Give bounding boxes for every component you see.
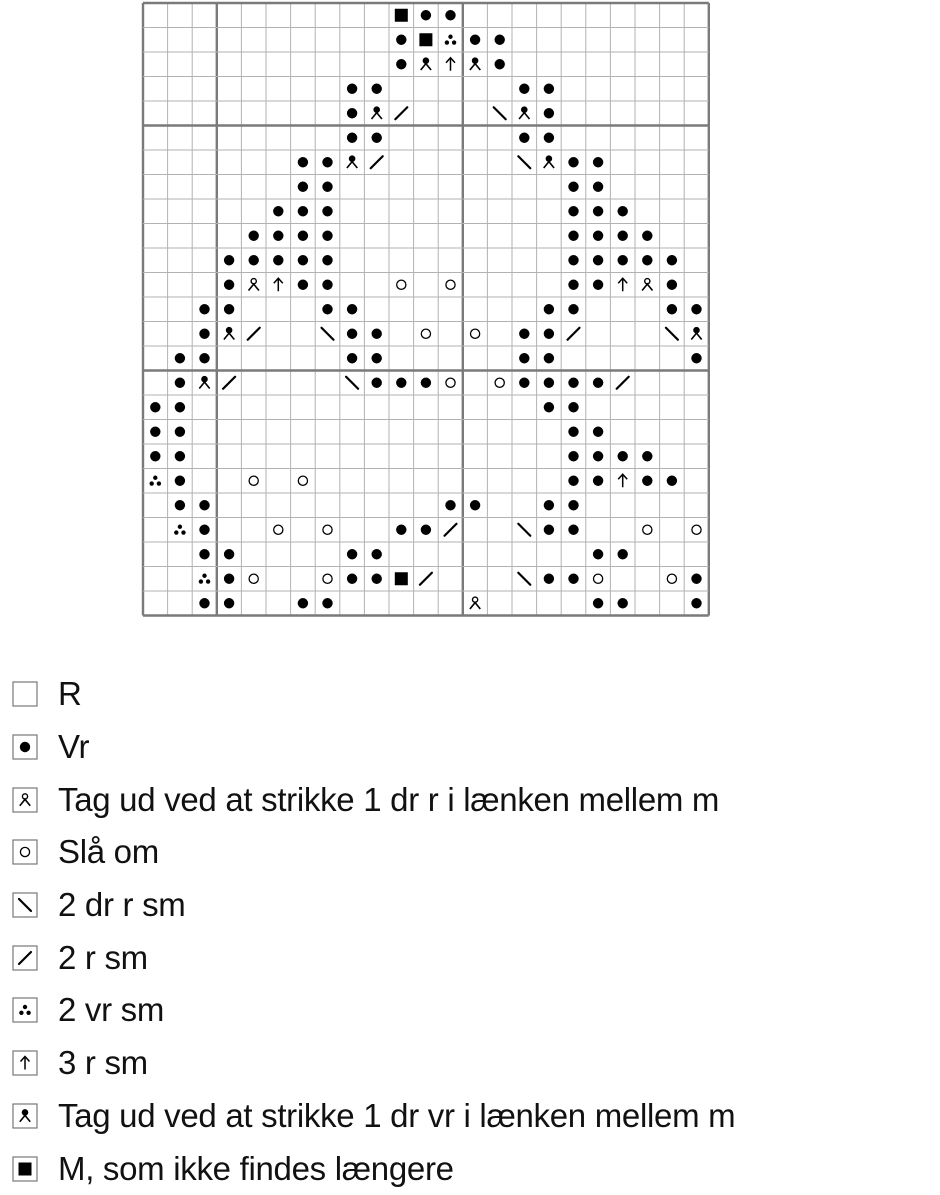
stitch-purl (593, 549, 603, 559)
stitch-purl (593, 476, 603, 486)
stitch-purl (519, 329, 529, 339)
stitch-purl (175, 378, 185, 388)
stitch-purl (150, 451, 160, 461)
stitch-k2tog (420, 573, 432, 585)
stitch-purl (347, 353, 357, 363)
stitch-purl (322, 231, 332, 241)
stitch-purl (298, 182, 308, 192)
stitch-yarn-over (594, 574, 603, 583)
stitch-yarn-over (298, 476, 307, 485)
legend-label: M, som ikke findes længere (58, 1149, 454, 1187)
stitch-purl (224, 280, 234, 290)
stitch-purl (199, 304, 209, 314)
left-slant-decrease-icon (12, 892, 38, 918)
stitch-purl (421, 10, 431, 20)
stitch-purl (249, 231, 259, 241)
stitch-purl (175, 476, 185, 486)
stitch-purl (224, 549, 234, 559)
stitch-purl (642, 255, 652, 265)
stitch-purl (347, 549, 357, 559)
stitch-purl (618, 255, 628, 265)
stitch-increase-purl (544, 156, 554, 168)
stitch-increase-purl (199, 377, 209, 389)
legend-item-r (12, 668, 735, 721)
stitch-yarn-over (249, 574, 258, 583)
stitch-purl (347, 304, 357, 314)
stitch-increase-purl (691, 328, 701, 340)
stitch-purl (396, 378, 406, 388)
stitch-k2tog (248, 328, 260, 340)
stitch-purl (593, 182, 603, 192)
stitch-ssk (666, 328, 678, 340)
stitch-purl (322, 280, 332, 290)
stitch-purl (347, 574, 357, 584)
stitch-purl (249, 255, 259, 265)
stitch-purl (667, 255, 677, 265)
stitch-purl (224, 304, 234, 314)
stitch-purl (322, 598, 332, 608)
legend-item-yarn-over (12, 826, 735, 879)
legend-label: Slå om (58, 833, 159, 871)
stitch-k2tog (445, 524, 457, 536)
legend-label: Vr (58, 728, 90, 766)
legend-item-increase-knit (12, 773, 735, 826)
stitch-purl (593, 231, 603, 241)
stitch-purl (322, 304, 332, 314)
stitch-ssk (494, 107, 506, 119)
stitch-purl (691, 304, 701, 314)
legend-item-increase-purl (12, 1090, 735, 1143)
stitch-purl (544, 304, 554, 314)
twisted-knit-increase-icon (12, 787, 38, 813)
stitch-k3tog (274, 278, 283, 291)
stitch-purl (199, 329, 209, 339)
stitch-yarn-over (643, 525, 652, 534)
stitch-purl (495, 59, 505, 69)
stitch-purl (298, 231, 308, 241)
stitch-purl (618, 549, 628, 559)
stitch-k3tog (446, 58, 455, 71)
symbol-legend (12, 668, 735, 1195)
stitch-purl (568, 451, 578, 461)
yarn-over-circle-icon (12, 839, 38, 865)
stitch-purl (568, 476, 578, 486)
stitch-purl (568, 182, 578, 192)
legend-label: 2 r sm (58, 938, 148, 976)
stitch-purl (593, 598, 603, 608)
stitch-purl (445, 500, 455, 510)
stitch-purl (322, 255, 332, 265)
stitch-purl (544, 84, 554, 94)
stitch-purl (544, 378, 554, 388)
stitch-purl (568, 304, 578, 314)
stitch-k2tog (568, 328, 580, 340)
stitch-purl (322, 206, 332, 216)
stitch-purl (396, 59, 406, 69)
stitch-increase-purl (372, 107, 382, 119)
stitch-increase-knit (642, 279, 652, 291)
stitch-increase-purl (421, 58, 431, 70)
stitch-increase-knit (249, 279, 259, 291)
stitch-symbols (150, 9, 702, 609)
stitch-yarn-over (495, 378, 504, 387)
stitch-purl (347, 133, 357, 143)
stitch-purl (568, 206, 578, 216)
stitch-yarn-over (397, 280, 406, 289)
stitch-purl (593, 206, 603, 216)
stitch-purl (175, 353, 185, 363)
stitch-yarn-over (274, 525, 283, 534)
stitch-purl (347, 108, 357, 118)
stitch-no-stitch (395, 9, 408, 22)
stitch-purl (544, 500, 554, 510)
legend-label: 2 dr r sm (58, 886, 186, 924)
stitch-purl (618, 206, 628, 216)
legend-item-k3tog (12, 1037, 735, 1090)
stitch-purl (372, 378, 382, 388)
stitch-purl (372, 84, 382, 94)
stitch-yarn-over (471, 329, 480, 338)
stitch-purl (396, 525, 406, 535)
stitch-purl (175, 451, 185, 461)
stitch-purl (445, 10, 455, 20)
stitch-ssk (518, 156, 530, 168)
stitch-ssk (322, 328, 334, 340)
stitch-purl (396, 35, 406, 45)
stitch-purl (568, 255, 578, 265)
stitch-purl (273, 231, 283, 241)
stitch-purl (199, 500, 209, 510)
stitch-purl (642, 451, 652, 461)
purl-dot-icon (12, 734, 38, 760)
stitch-purl (568, 157, 578, 167)
three-dots-icon (12, 997, 38, 1023)
stitch-k2tog (395, 107, 407, 119)
stitch-k2tog (617, 377, 629, 389)
stitch-purl (568, 574, 578, 584)
empty-square-icon (12, 681, 38, 707)
stitch-purl (175, 427, 185, 437)
stitch-yarn-over (421, 329, 430, 338)
stitch-purl (519, 353, 529, 363)
stitch-purl (199, 525, 209, 535)
stitch-purl (568, 500, 578, 510)
stitch-purl (175, 402, 185, 412)
legend-item-p2tog (12, 984, 735, 1037)
legend-label: Tag ud ved at strikke 1 dr r i lænken mellem m (58, 780, 720, 818)
legend-label: 3 r sm (58, 1044, 148, 1082)
stitch-increase-purl (519, 107, 529, 119)
stitch-purl (593, 255, 603, 265)
stitch-purl (568, 231, 578, 241)
stitch-purl (298, 280, 308, 290)
stitch-purl (372, 574, 382, 584)
stitch-purl (298, 206, 308, 216)
stitch-purl (593, 427, 603, 437)
stitch-purl (544, 402, 554, 412)
stitch-purl (667, 280, 677, 290)
stitch-purl (618, 598, 628, 608)
stitch-purl (568, 525, 578, 535)
stitch-no-stitch (419, 33, 432, 46)
stitch-purl (667, 304, 677, 314)
up-arrow-icon (12, 1050, 38, 1076)
stitch-purl (642, 231, 652, 241)
twisted-purl-increase-icon (12, 1103, 38, 1129)
legend-item-no-stitch (12, 1142, 735, 1195)
stitch-purl (322, 182, 332, 192)
legend-label: Tag ud ved at strikke 1 dr vr i lænken mellem m (58, 1096, 736, 1134)
stitch-no-stitch (395, 572, 408, 585)
stitch-purl (568, 402, 578, 412)
stitch-purl (519, 133, 529, 143)
legend-label: 2 vr sm (58, 991, 165, 1029)
stitch-purl (544, 133, 554, 143)
stitch-purl (199, 549, 209, 559)
stitch-purl (544, 108, 554, 118)
stitch-purl (544, 329, 554, 339)
filled-square-icon (12, 1156, 38, 1182)
stitch-purl (150, 402, 160, 412)
stitch-purl (421, 378, 431, 388)
legend-label: R (58, 675, 82, 713)
stitch-p2tog (445, 35, 457, 45)
stitch-purl (495, 35, 505, 45)
stitch-purl (372, 133, 382, 143)
stitch-ssk (518, 524, 530, 536)
stitch-ssk (518, 573, 530, 585)
right-slant-decrease-icon (12, 945, 38, 971)
stitch-purl (372, 329, 382, 339)
stitch-purl (199, 598, 209, 608)
stitch-purl (642, 476, 652, 486)
stitch-yarn-over (667, 574, 676, 583)
stitch-purl (273, 255, 283, 265)
stitch-purl (593, 280, 603, 290)
stitch-k3tog (618, 474, 627, 487)
stitch-yarn-over (249, 476, 258, 485)
stitch-increase-purl (470, 58, 480, 70)
stitch-purl (298, 598, 308, 608)
stitch-purl (667, 476, 677, 486)
stitch-purl (593, 451, 603, 461)
stitch-k3tog (618, 278, 627, 291)
stitch-purl (347, 84, 357, 94)
stitch-purl (372, 353, 382, 363)
stitch-purl (544, 525, 554, 535)
legend-item-ssk (12, 879, 735, 932)
stitch-purl (691, 598, 701, 608)
stitch-purl (273, 206, 283, 216)
stitch-purl (372, 549, 382, 559)
stitch-yarn-over (692, 525, 701, 534)
stitch-increase-purl (224, 328, 234, 340)
stitch-purl (322, 157, 332, 167)
stitch-increase-knit (470, 597, 480, 609)
stitch-purl (618, 231, 628, 241)
stitch-purl (175, 500, 185, 510)
stitch-purl (347, 329, 357, 339)
stitch-ssk (346, 377, 358, 389)
stitch-purl (568, 280, 578, 290)
stitch-purl (224, 574, 234, 584)
stitch-k2tog (223, 377, 235, 389)
stitch-purl (470, 35, 480, 45)
stitch-purl (593, 157, 603, 167)
stitch-purl (544, 353, 554, 363)
stitch-p2tog (199, 574, 211, 584)
stitch-yarn-over (446, 378, 455, 387)
stitch-yarn-over (323, 525, 332, 534)
stitch-purl (568, 427, 578, 437)
stitch-increase-purl (347, 156, 357, 168)
stitch-purl (544, 574, 554, 584)
stitch-k2tog (371, 156, 383, 168)
stitch-yarn-over (446, 280, 455, 289)
stitch-purl (519, 84, 529, 94)
stitch-p2tog (150, 476, 162, 486)
stitch-purl (224, 598, 234, 608)
stitch-yarn-over (323, 574, 332, 583)
stitch-purl (150, 427, 160, 437)
stitch-purl (199, 353, 209, 363)
stitch-p2tog (174, 525, 186, 535)
stitch-purl (568, 378, 578, 388)
stitch-purl (421, 525, 431, 535)
stitch-purl (691, 574, 701, 584)
stitch-purl (298, 157, 308, 167)
legend-item-vr (12, 721, 735, 774)
legend-item-k2tog (12, 931, 735, 984)
stitch-purl (618, 451, 628, 461)
stitch-purl (298, 255, 308, 265)
stitch-purl (691, 353, 701, 363)
stitch-purl (470, 500, 480, 510)
stitch-purl (224, 255, 234, 265)
stitch-purl (593, 378, 603, 388)
stitch-purl (519, 378, 529, 388)
